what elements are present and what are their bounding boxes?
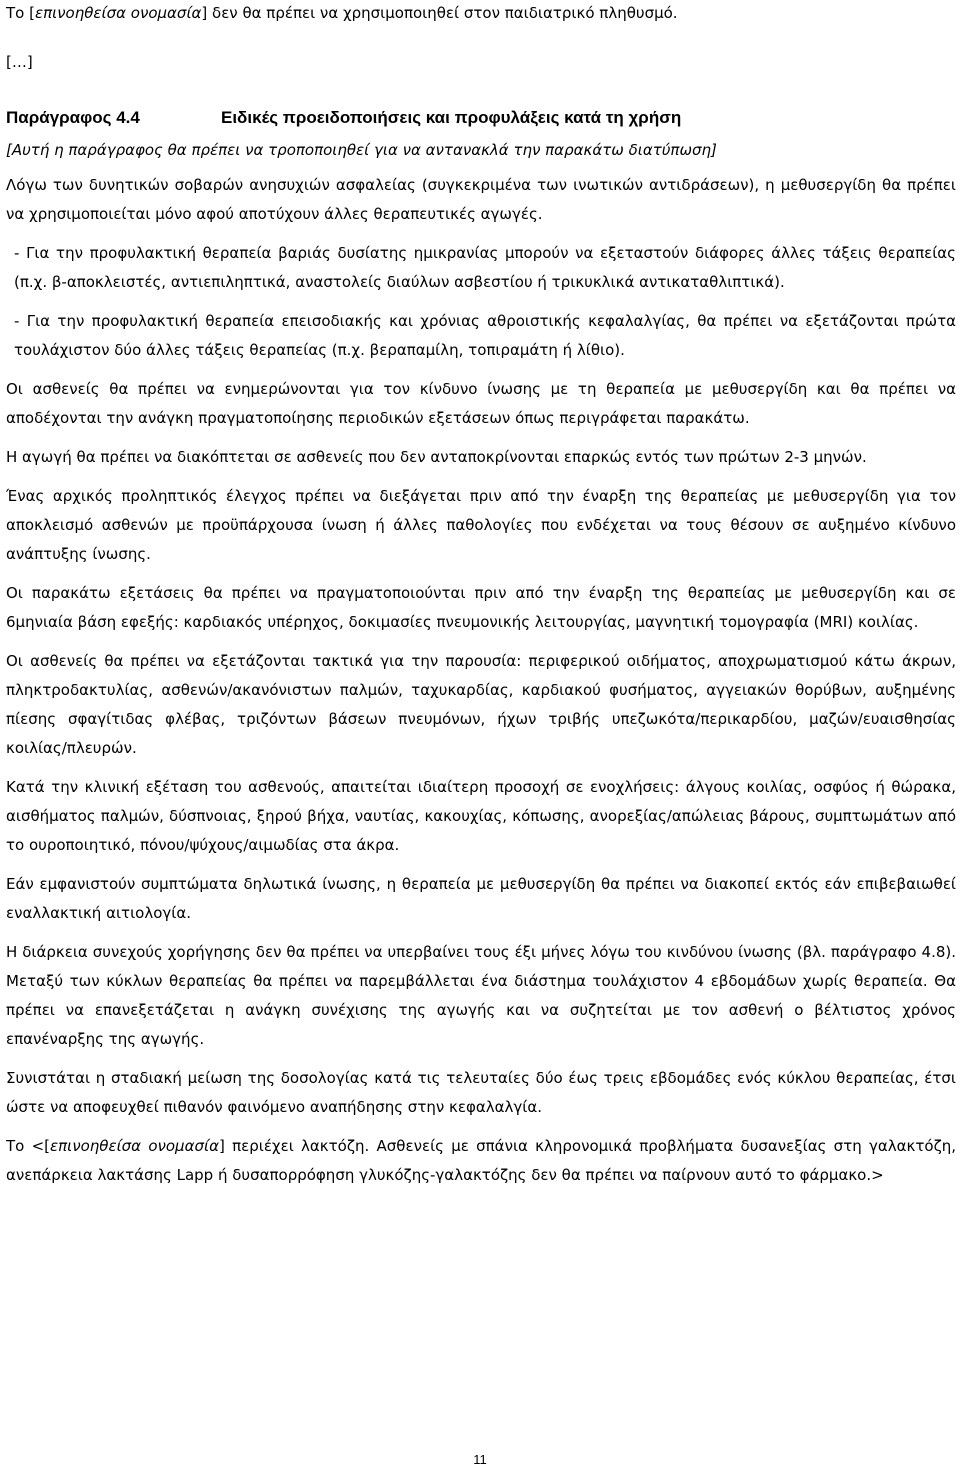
omission-marker: […] <box>6 53 33 71</box>
page-number: 11 <box>473 1452 487 1467</box>
text-segment: Το [ <box>6 4 35 22</box>
screening-paragraph: Ένας αρχικός προληπτικός έλεγχος πρέπει να διεξάγεται πριν από την έναρξη της θεραπείας με μεθυσεργίδη για τον αποκλεισμό ασθενών με προϋπάρχουσα ίνωση ή άλλες παθολογίες που ενδέχεται να τους θέσουν σε αυξημένο κίνδυνο ανάπτυξης ίνωσης. <box>6 487 956 563</box>
dose-tapering-paragraph: Συνιστάται η σταδιακή μείωση της δοσολογίας κατά τις τελευταίες δύο έως τρεις εβδομάδες ενός κύκλου θεραπείας, έτσι ώστε να αποφευχθεί πιθανόν φαινόμενο αναπήδησης στην κεφαλαλγία. <box>6 1069 956 1116</box>
fibrosis-symptoms-paragraph: Εάν εμφανιστούν συμπτώματα δηλωτικά ίνωσης, η θεραπεία με μεθυσεργίδη θα πρέπει να διακοπεί εκτός εάν επιβεβαιωθεί εναλλακτική αιτιολογία. <box>6 875 956 922</box>
text-segment: ] δεν θα πρέπει να χρησιμοποιηθεί στον παιδιατρικό πληθυσμό. <box>201 4 678 22</box>
safety-paragraph: Λόγω των δυνητικών σοβαρών ανησυχιών ασφαλείας (συγκεκριμένα των ινωτικών αντιδράσεων), η μεθυσεργίδη θα πρέπει να χρησιμοποιείται μόνο αφού αποτύχουν άλλες θεραπευτικές αγωγές. <box>6 176 956 223</box>
invented-name-placeholder: επινοηθείσα ονομασία <box>34 4 202 22</box>
bullet-cluster-headache: - Για την προφυλακτική θεραπεία επεισοδιακής και χρόνιας αθροιστικής κεφαλαλγίας, θα πρέπει να εξετάζονται πρώτα τουλάχιστον δύο άλλες τάξεις θεραπείας (π.χ. βεραπαμίλη, τοπιραμάτη ή λίθιο). <box>14 312 956 359</box>
examinations-paragraph: Οι παρακάτω εξετάσεις θα πρέπει να πραγματοποιούνται πριν από την έναρξη της θεραπείας με μεθυσεργίδη και σε 6μηνιαία βάση εφεξής: καρδιακός υπέρηχος, δοκιμασίες πνευμονικής λειτουργίας, μαγνητική τομογραφία (MRI) κοιλίας. <box>6 584 956 631</box>
section-title: Ειδικές προειδοποιήσεις και προφυλάξεις κατά τη χρήση <box>221 108 682 127</box>
regular-checks-paragraph: Οι ασθενείς θα πρέπει να εξετάζονται τακτικά για την παρουσία: περιφερικού οιδήματος, αποχρωματισμού κάτω άκρων, πληκτροδακτυλίας, ασθενών/ακανόνιστων παλμών, ταχυκαρδίας, καρδιακού φυσήματος, αγγειακών θορύβων, αυξημένης πίεσης σφαγίτιδας φλέβας, τριζόντων βάσεων πνευμόνων, ήχων τριβής υπεζωκότα/περικαρδίου, μαζών/ευαισθησίας κοιλίας/πλευρών. <box>6 652 956 757</box>
lactose-paragraph <box>6 1132 956 1190</box>
patient-information-paragraph: Οι ασθενείς θα πρέπει να ενημερώνονται για τον κίνδυνο ίνωσης με τη θεραπεία με μεθυσεργίδη και θα πρέπει να αποδέχονται την ανάγκη πραγματοποίησης περιοδικών εξετάσεων όπως περιγράφεται παρακάτω. <box>6 380 956 427</box>
treatment-duration-paragraph: Η διάρκεια συνεχούς χορήγησης δεν θα πρέπει να υπερβαίνει τους έξι μήνες λόγω του κινδύνου ίνωσης (βλ. παράγραφο 4.8). Μεταξύ των κύκλων θεραπείας θα πρέπει να παρεμβάλλεται ένα διάστημα τουλάχιστον 4 εβδομάδων χωρίς θεραπεία. Θα πρέπει να επανεξετάζεται η ανάγκη συνέχισης της αγωγής και να συζητείται με τον ασθενή ο βέλτιστος χρόνος επανέναρξης της αγωγής. <box>6 943 956 1048</box>
section-number: Παράγραφος 4.4 <box>6 108 140 127</box>
bullet-migraine: - Για την προφυλακτική θεραπεία βαριάς δυσίατης ημικρανίας μπορούν να εξεταστούν διάφορες άλλες τάξεις θεραπείας (π.χ. β-αποκλειστές, αντιεπιληπτικά, αναστολείς διαύλων ασβεστίου ή τρικυκλικά αντικαταθλιπτικά). <box>14 244 956 291</box>
clinical-exam-paragraph: Κατά την κλινική εξέταση του ασθενούς, απαιτείται ιδιαίτερη προσοχή σε ενοχλήσεις: άλγους κοιλίας, οσφύος ή θώρακα, αισθήματος παλμών, δύσπνοιας, ξηρού βήχα, ναυτίας, κακουχίας, κόπωσης, ανορεξίας/απώλειας βάρους, συμπτωμάτων από το ουροποιητικό, πόνου/ψύχους/αιμωδίας στα άκρα. <box>6 778 956 854</box>
document-page <box>6 0 956 1190</box>
pediatric-paragraph <box>6 0 956 28</box>
invented-name-placeholder: επινοηθείσα ονομασία <box>50 1137 219 1155</box>
text-segment: Το <[ <box>6 1137 51 1155</box>
text-segment: ] περιέχει λακτόζη. Ασθενείς με σπάνια κληρονομικά προβλήματα δυσανεξίας στη γαλακτόζη, ανεπάρκεια λακτάσης Lapp ή δυσαπορρόφηση γλυκόζης-γαλακτόζης δεν θα πρέπει να παίρνουν αυτό το φάρμακο.> <box>6 1137 957 1184</box>
discontinuation-paragraph: Η αγωγή θα πρέπει να διακόπτεται σε ασθενείς που δεν ανταποκρίνονται επαρκώς εντός των πρώτων 2-3 μηνών. <box>6 448 867 466</box>
section-heading <box>6 103 956 132</box>
editorial-note: [Αυτή η παράγραφος θα πρέπει να τροποποιηθεί για να αντανακλά την παρακάτω διατύπωση] <box>6 141 717 159</box>
